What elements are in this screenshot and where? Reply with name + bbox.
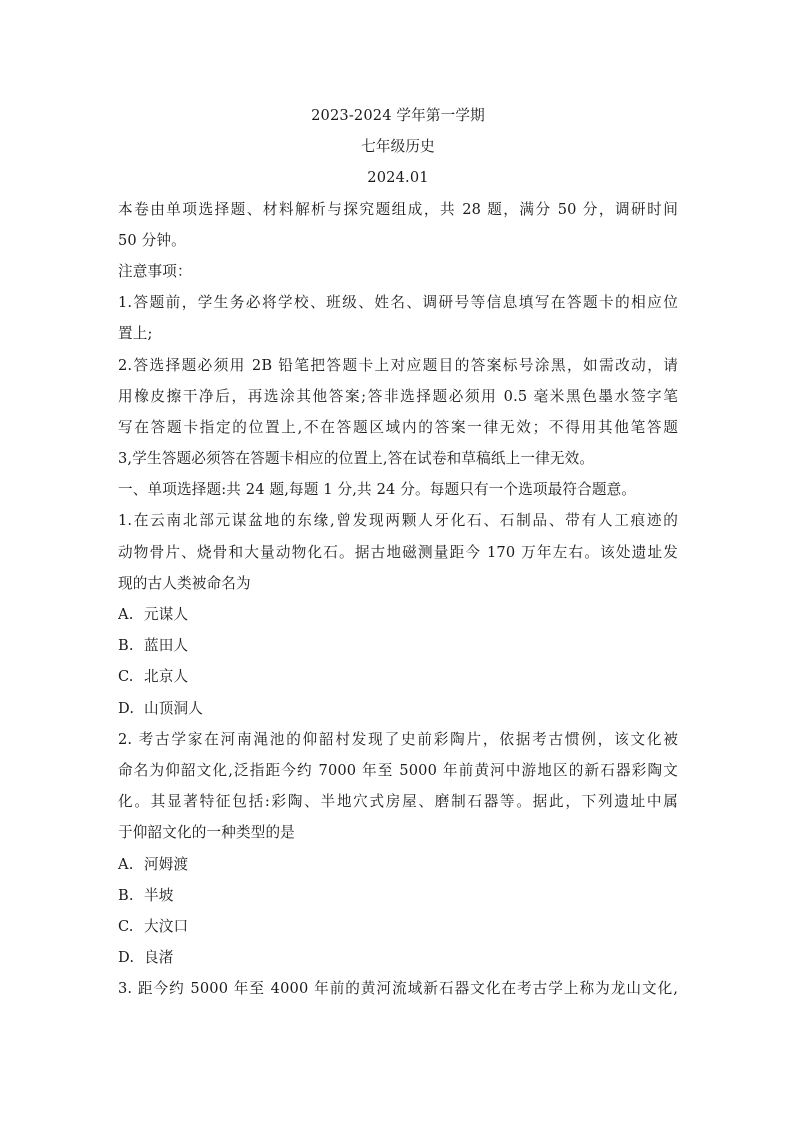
notes-heading: 注意事项： (118, 262, 192, 280)
question-1-option-d: D. 山顶洞人 (118, 699, 203, 717)
note-line: 2.答选择题必须用 2B 铅笔把答题卡上对应题目的答案标号涂黑，如需改动，请 (118, 356, 678, 374)
note-line: 置上; (118, 325, 153, 343)
question-2-line: 2. 考古学家在河南渑池的仰韶村发现了史前彩陶片，依据考古惯例，该文化被 (118, 730, 678, 748)
question-2-option-d: D. 良渚 (118, 949, 174, 967)
note-line: 用橡皮擦干净后，再选涂其他答案;答非选择题必须用 0.5 毫米黑色墨水签字笔 (118, 387, 678, 405)
page-content (118, 100, 678, 1004)
question-3-line: 3. 距今约 5000 年至 4000 年前的黄河流域新石器文化在考古学上称为龙山文化, (118, 980, 678, 998)
question-1-line: 动物骨片、烧骨和大量动物化石。据古地磁测量距今 170 万年左右。该处遗址发 (118, 543, 678, 561)
question-1-line: 1.在云南北部元谋盆地的东缘,曾发现两颗人牙化石、石制品、带有人工痕迹的 (118, 512, 678, 530)
intro-line: 本卷由单项选择题、材料解析与探究题组成，共 28 题，满分 50 分，调研时间 (118, 200, 678, 218)
question-2-line: 命名为仰韶文化,泛指距今约 7000 年至 5000 年前黄河中游地区的新石器彩陶文 (118, 761, 678, 779)
section-heading: 一、单项选择题:共 24 题,每题 1 分,共 24 分。每题只有一个选项最符合题意。 (118, 481, 637, 499)
intro-line: 50 分钟。 (118, 231, 186, 249)
question-2-option-b: B. 半坡 (118, 886, 174, 904)
question-1-option-b: B. 蓝田人 (118, 637, 189, 655)
question-2-option-a: A. 河姆渡 (118, 855, 189, 873)
note-line: 3,学生答题必须答在答题卡相应的位置上,答在试卷和草稿纸上一律无效。 (118, 450, 595, 468)
question-2-line: 化。其显著特征包括:彩陶、半地穴式房屋、磨制石器等。据此，下列遗址中属 (118, 793, 678, 811)
exam-subject: 七年级历史 (361, 138, 435, 156)
note-line: 1.答题前，学生务必将学校、班级、姓名、调研号等信息填写在答题卡的相应位 (118, 294, 678, 312)
question-1-option-c: C. 北京人 (118, 668, 189, 686)
question-2-line: 于仰韶文化的一种类型的是 (118, 824, 295, 842)
question-1-line: 现的古人类被命名为 (118, 574, 251, 592)
note-line: 写在答题卡指定的位置上,不在答题区域内的答案一律无效；不得用其他笔答题 (118, 418, 678, 436)
question-1-option-a: A. 元谋人 (118, 606, 189, 623)
exam-date: 2024.01 (367, 169, 429, 187)
question-2-option-c: C. 大汶口 (118, 917, 189, 935)
exam-term-title: 2023-2024 学年第一学期 (311, 107, 485, 124)
